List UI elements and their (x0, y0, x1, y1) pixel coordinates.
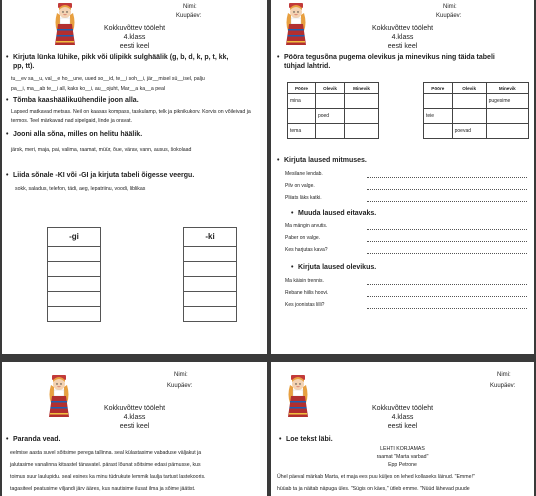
sentence: Pilv on valge. (285, 183, 315, 189)
ki-column-header: -ki (184, 228, 236, 247)
worksheet-page-4 (271, 362, 534, 496)
table-cell[interactable] (486, 109, 528, 124)
table-cell[interactable]: teie (424, 109, 453, 124)
table-cell[interactable] (288, 109, 316, 124)
sentence: Pliiats läks katki. (285, 195, 322, 201)
table-cell[interactable] (345, 94, 379, 109)
table-cell[interactable] (486, 124, 528, 139)
table-cell[interactable]: tema (288, 124, 316, 139)
story-title: LEHTI KORJAMAS (380, 446, 425, 452)
gi-cell[interactable] (48, 307, 100, 321)
task-1-title: • Pööra tegusõna pugema olevikus ja minevikus ning täida tabeli (277, 54, 495, 61)
worksheet-title: Kokkuvõttev tööleht (103, 25, 166, 32)
grade-label: 4.klass (123, 414, 146, 421)
gi-cell[interactable] (48, 292, 100, 307)
answer-line[interactable] (367, 177, 527, 178)
date-label: Kuupäev: (490, 383, 516, 389)
date-label: Kuupäev: (176, 13, 202, 19)
grade-label: 4.klass (391, 34, 414, 41)
task-1-title: • Kirjuta lünka lühike, pikk või ülipikk sulghäälik (g, b, d, k, p, t, kk, (6, 54, 229, 61)
task-4-title: • Liida sõnale -KI või -GI ja kirjuta tabeli õigesse veergu. (6, 172, 194, 179)
table-cell[interactable] (315, 94, 344, 109)
table-cell[interactable]: poed (315, 109, 344, 124)
subject-label: eesti keel (387, 423, 418, 430)
worksheet-page-2 (271, 0, 534, 354)
task-2-title: • Tõmba kaashäälikuühendile joon alla. (6, 97, 139, 104)
table-cell[interactable] (452, 109, 486, 124)
text-line: hüüab ta ja näitab näpuga üles. "Sügis on käes," ütleb emme. "Nüüd lähevad puude (277, 486, 470, 492)
task-2-text: Lapsed matkavad metsas. Neil on kaasas kompass, taskulamp, telk ja piknikukorv. Korvis on võileivad ja termos. Teel märkavad nad sipelgaid, linde ja oravat. (11, 109, 251, 124)
worksheet-title: Kokkuvõttev tööleht (371, 405, 434, 412)
header-olevik: Olevik (452, 83, 486, 94)
table-cell[interactable] (315, 124, 344, 139)
ki-cell[interactable] (184, 247, 236, 262)
verb-table-right (423, 82, 529, 139)
worksheet-title: Kokkuvõttev tööleht (103, 405, 166, 412)
text-line: tagasiteel peatusime viljandi järv ääres, kus nautisime ilusat ilma ja sõime jäätist. (10, 486, 196, 492)
answer-line[interactable] (367, 284, 527, 285)
task-3-title: • Jooni alla sõna, milles on helitu häälik. (6, 131, 142, 138)
gi-cell[interactable] (48, 277, 100, 292)
sentence: Mesilane lendab. (285, 171, 323, 177)
sentence: Rebane hiilis hoovi. (285, 290, 329, 296)
header-minevik: Minevik (345, 83, 379, 94)
table-cell[interactable] (345, 109, 379, 124)
table-cell[interactable]: mina (288, 94, 316, 109)
sentence: Ma mängin arvutis. (285, 223, 328, 229)
answer-line[interactable] (367, 201, 527, 202)
answer-line[interactable] (367, 253, 527, 254)
header-olevik: Olevik (315, 83, 344, 94)
text-line: jalutasime vanalinna kitsastel tänavatel. pärast lõunat sõitsime edasi pärnusse, kus (10, 462, 201, 468)
name-label: Nimi: (174, 372, 188, 378)
table-cell[interactable] (424, 94, 453, 109)
task-3-title: • Muuda laused eitavaks. (291, 210, 376, 217)
task-1-title-cont: tühjad lahtrid. (284, 63, 331, 70)
gi-cell[interactable] (48, 247, 100, 262)
text-line: eelmise aasta suvel sõitsime perega tallinna. seal külastasime vabaduse väljakut ja (10, 450, 202, 456)
header-poore: Pööre (288, 83, 316, 94)
table-cell[interactable] (452, 94, 486, 109)
name-label: Nimi: (443, 4, 457, 10)
task-2-title: • Kirjuta laused mitmuses. (277, 157, 367, 164)
table-cell[interactable]: poevad (452, 124, 486, 139)
answer-line[interactable] (367, 296, 527, 297)
task-3-text: järsk, meri, maja, pai, valima, raamat, müür, õue, värav, vann, ausus, šokolaad (11, 147, 192, 153)
task-4-title: • Kirjuta laused olevikus. (291, 264, 376, 271)
worksheet-title: Kokkuvõttev tööleht (371, 25, 434, 32)
sentence: Kes harjutas kava? (285, 247, 328, 253)
estonian-girl-icon (44, 373, 74, 419)
ki-cell[interactable] (184, 262, 236, 277)
worksheet-page-1 (2, 0, 267, 354)
table-cell[interactable] (345, 124, 379, 139)
sentence: Paber on valge. (285, 235, 321, 241)
ki-cell[interactable] (184, 292, 236, 307)
ki-cell[interactable] (184, 307, 236, 321)
worksheet-page-3 (2, 362, 267, 496)
story-author: Epp Petrone (388, 462, 417, 468)
task-1-title: • Paranda vead. (6, 436, 60, 443)
text-line: toimus suur laulupidu. seal esines ka minu tüdrukute lemmik laulja tartust lastekooris. (10, 474, 206, 480)
header-minevik: Minevik (486, 83, 528, 94)
sentence: Ma käisin trennis. (285, 278, 324, 284)
subject-label: eesti keel (119, 43, 150, 50)
header-poore: Pööre (424, 83, 453, 94)
verb-table-left (287, 82, 379, 139)
gi-column-table (47, 227, 101, 322)
task-1-title-cont: pp, tt). (13, 63, 35, 70)
grade-label: 4.klass (123, 34, 146, 41)
ki-cell[interactable] (184, 277, 236, 292)
estonian-girl-icon (283, 373, 313, 419)
date-label: Kuupäev: (436, 13, 462, 19)
gi-cell[interactable] (48, 262, 100, 277)
story-source: raamat "Marta varbad" (376, 454, 429, 460)
answer-line[interactable] (367, 308, 527, 309)
name-label: Nimi: (497, 372, 511, 378)
table-cell[interactable]: pugesime (486, 94, 528, 109)
answer-line[interactable] (367, 241, 527, 242)
subject-label: eesti keel (387, 43, 418, 50)
answer-line[interactable] (367, 229, 527, 230)
answer-line[interactable] (367, 189, 527, 190)
name-label: Nimi: (183, 4, 197, 10)
task-1-line-2: pa__i, ma__ab te__i all, kaks ko__i, au__ojuht, Mar__a ka__a peal (11, 86, 166, 92)
task-1-title: • Loe tekst läbi. (279, 436, 333, 443)
date-label: Kuupäev: (167, 383, 193, 389)
gi-column-header: -gi (48, 228, 100, 247)
subject-label: eesti keel (119, 423, 150, 430)
table-cell[interactable] (424, 124, 453, 139)
text-line: Ühel päeval märkab Marta, et maja ees puu küljes on lehed kollaseks läinud. "Emme!" (277, 474, 475, 480)
sentence: Kes joonistas lilli? (285, 302, 325, 308)
task-4-text: sokk, saladus, telefon, tädi, aeg, lepatriinu, voodi, liblikas (15, 186, 146, 192)
ki-column-table (183, 227, 237, 322)
grade-label: 4.klass (391, 414, 414, 421)
task-1-line-1: tu__ev sa__u, val__e ho__une, uued so__id, te__i soh__i, jär__misel sü__isel, palju (11, 76, 205, 82)
